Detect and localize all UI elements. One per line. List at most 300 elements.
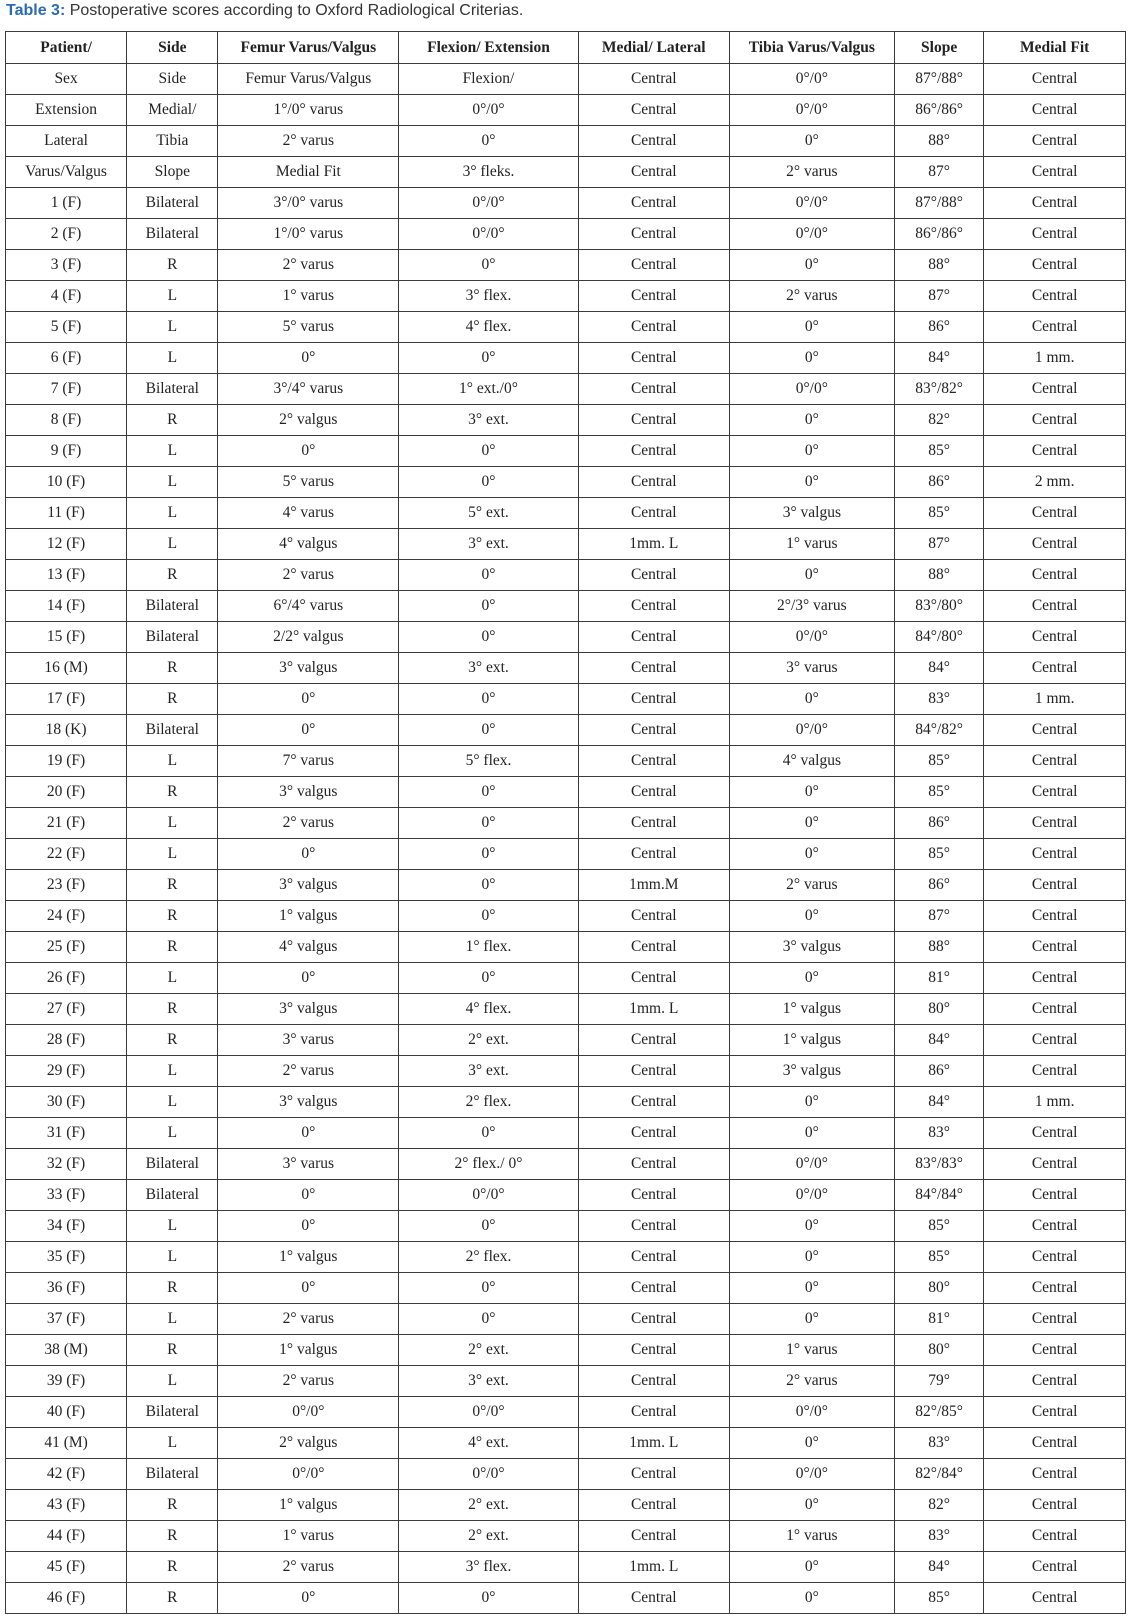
table-row bbox=[6, 684, 1126, 715]
table-cell: Central bbox=[578, 1273, 729, 1304]
table-cell: 17 (F) bbox=[6, 684, 127, 715]
table-cell: 3° valgus bbox=[218, 994, 399, 1025]
table-row bbox=[6, 312, 1126, 343]
table-cell: L bbox=[127, 1118, 218, 1149]
table-cell: Central bbox=[578, 343, 729, 374]
table-cell: 82°/84° bbox=[894, 1459, 983, 1490]
table-cell: 3° ext. bbox=[399, 1366, 579, 1397]
table-cell: R bbox=[127, 1025, 218, 1056]
table-cell: Bilateral bbox=[127, 219, 218, 250]
table-cell: 3° ext. bbox=[399, 1056, 579, 1087]
table-cell: 12 (F) bbox=[6, 529, 127, 560]
table-cell: 82° bbox=[894, 405, 983, 436]
table-row bbox=[6, 219, 1126, 250]
table-cell: L bbox=[127, 343, 218, 374]
column-header: Side bbox=[127, 32, 218, 64]
table-cell: 84°/84° bbox=[894, 1180, 983, 1211]
table-row bbox=[6, 467, 1126, 498]
table-cell: 0° bbox=[218, 1180, 399, 1211]
table-cell: L bbox=[127, 467, 218, 498]
table-row bbox=[6, 808, 1126, 839]
table-row bbox=[6, 932, 1126, 963]
table-cell: Central bbox=[578, 1149, 729, 1180]
table-cell: Slope bbox=[127, 157, 218, 188]
table-cell: 1° valgus bbox=[218, 901, 399, 932]
table-cell: 2° flex. bbox=[399, 1242, 579, 1273]
table-cell: 0° bbox=[729, 839, 894, 870]
table-cell: 0° bbox=[399, 250, 579, 281]
table-cell: 0° bbox=[729, 1304, 894, 1335]
table-cell: 2° ext. bbox=[399, 1335, 579, 1366]
table-cell: 0°/0° bbox=[399, 188, 579, 219]
table-row bbox=[6, 1149, 1126, 1180]
table-cell: Central bbox=[578, 1459, 729, 1490]
table-cell: 0° bbox=[399, 467, 579, 498]
table-cell: 0°/0° bbox=[218, 1459, 399, 1490]
table-cell: 0° bbox=[218, 1273, 399, 1304]
table-cell: Varus/Valgus bbox=[6, 157, 127, 188]
table-row bbox=[6, 1583, 1126, 1614]
table-cell: Central bbox=[578, 901, 729, 932]
table-cell: Central bbox=[578, 560, 729, 591]
table-cell: 2° varus bbox=[218, 1304, 399, 1335]
table-cell: Central bbox=[578, 622, 729, 653]
table-cell: Central bbox=[984, 126, 1126, 157]
table-row bbox=[6, 1459, 1126, 1490]
table-row bbox=[6, 1025, 1126, 1056]
table-cell: 32 (F) bbox=[6, 1149, 127, 1180]
table-cell: 0° bbox=[218, 684, 399, 715]
table-cell: 15 (F) bbox=[6, 622, 127, 653]
table-cell: 2° varus bbox=[218, 1056, 399, 1087]
table-cell: 4° flex. bbox=[399, 994, 579, 1025]
table-cell: 2° varus bbox=[218, 1366, 399, 1397]
table-cell: Central bbox=[984, 498, 1126, 529]
table-cell: 80° bbox=[894, 1335, 983, 1366]
table-row bbox=[6, 374, 1126, 405]
table-cell: 26 (F) bbox=[6, 963, 127, 994]
table-cell: L bbox=[127, 312, 218, 343]
table-cell: 0°/0° bbox=[729, 1459, 894, 1490]
table-cell: Bilateral bbox=[127, 591, 218, 622]
table-cell: 2° valgus bbox=[218, 1428, 399, 1459]
table-cell: Femur Varus/Valgus bbox=[218, 64, 399, 95]
table-cell: 1 (F) bbox=[6, 188, 127, 219]
table-cell: 0° bbox=[729, 963, 894, 994]
table-cell: 3° fleks. bbox=[399, 157, 579, 188]
table-cell: 3° valgus bbox=[218, 1087, 399, 1118]
table-cell: 6°/4° varus bbox=[218, 591, 399, 622]
table-row bbox=[6, 405, 1126, 436]
table-cell: 30 (F) bbox=[6, 1087, 127, 1118]
table-cell: 0° bbox=[729, 808, 894, 839]
table-cell: 39 (F) bbox=[6, 1366, 127, 1397]
table-cell: 87° bbox=[894, 901, 983, 932]
table-cell: 43 (F) bbox=[6, 1490, 127, 1521]
table-cell: Central bbox=[984, 622, 1126, 653]
table-cell: Central bbox=[578, 963, 729, 994]
table-cell: 2° varus bbox=[218, 250, 399, 281]
table-cell: 0°/0° bbox=[399, 219, 579, 250]
table-cell: 85° bbox=[894, 1242, 983, 1273]
table-cell: 87°/88° bbox=[894, 188, 983, 219]
table-cell: Central bbox=[984, 1118, 1126, 1149]
table-cell: 3° ext. bbox=[399, 405, 579, 436]
table-cell: Central bbox=[578, 653, 729, 684]
table-cell: 5° ext. bbox=[399, 498, 579, 529]
table-cell: 3° varus bbox=[218, 1149, 399, 1180]
table-cell: Central bbox=[578, 126, 729, 157]
table-cell: 83° bbox=[894, 1118, 983, 1149]
table-cell: Side bbox=[127, 64, 218, 95]
table-cell: Flexion/ bbox=[399, 64, 579, 95]
table-cell: 1mm. L bbox=[578, 529, 729, 560]
table-row bbox=[6, 529, 1126, 560]
table-header-row bbox=[6, 32, 1126, 64]
table-cell: 2 (F) bbox=[6, 219, 127, 250]
table-cell: Lateral bbox=[6, 126, 127, 157]
table-cell: 5° flex. bbox=[399, 746, 579, 777]
table-cell: 37 (F) bbox=[6, 1304, 127, 1335]
table-cell: Central bbox=[578, 1397, 729, 1428]
table-cell: Central bbox=[984, 95, 1126, 126]
table-cell: L bbox=[127, 808, 218, 839]
table-cell: 0° bbox=[729, 343, 894, 374]
table-cell: 84° bbox=[894, 1552, 983, 1583]
postoperative-scores-table bbox=[5, 31, 1126, 1614]
table-cell: 0° bbox=[218, 343, 399, 374]
table-cell: 0°/0° bbox=[729, 64, 894, 95]
table-cell: Central bbox=[578, 715, 729, 746]
table-row bbox=[6, 281, 1126, 312]
table-cell: L bbox=[127, 529, 218, 560]
table-cell: Central bbox=[984, 219, 1126, 250]
table-cell: 84° bbox=[894, 1087, 983, 1118]
table-cell: 4° flex. bbox=[399, 312, 579, 343]
table-cell: 0° bbox=[729, 467, 894, 498]
table-cell: Bilateral bbox=[127, 374, 218, 405]
table-cell: 1° varus bbox=[729, 1521, 894, 1552]
table-cell: Central bbox=[984, 901, 1126, 932]
table-cell: R bbox=[127, 653, 218, 684]
table-cell: 33 (F) bbox=[6, 1180, 127, 1211]
table-cell: 0° bbox=[399, 684, 579, 715]
table-cell: 0° bbox=[218, 1583, 399, 1614]
table-cell: 3° valgus bbox=[729, 1056, 894, 1087]
table-cell: 1 mm. bbox=[984, 1087, 1126, 1118]
table-cell: R bbox=[127, 1521, 218, 1552]
table-cell: 1mm.M bbox=[578, 870, 729, 901]
table-cell: Central bbox=[984, 963, 1126, 994]
table-row bbox=[6, 1490, 1126, 1521]
table-cell: 86° bbox=[894, 467, 983, 498]
table-cell: Central bbox=[578, 1025, 729, 1056]
column-header: Medial/ Lateral bbox=[578, 32, 729, 64]
table-cell: Central bbox=[984, 1056, 1126, 1087]
table-cell: 3°/0° varus bbox=[218, 188, 399, 219]
table-cell: L bbox=[127, 498, 218, 529]
table-cell: 86° bbox=[894, 870, 983, 901]
table-row bbox=[6, 963, 1126, 994]
column-header: Patient/ bbox=[6, 32, 127, 64]
table-cell: Central bbox=[578, 746, 729, 777]
table-cell: L bbox=[127, 1366, 218, 1397]
table-cell: Central bbox=[984, 932, 1126, 963]
table-row bbox=[6, 436, 1126, 467]
table-cell: Central bbox=[984, 839, 1126, 870]
table-cell: 36 (F) bbox=[6, 1273, 127, 1304]
table-cell: L bbox=[127, 1242, 218, 1273]
table-row bbox=[6, 591, 1126, 622]
table-cell: 0° bbox=[729, 1552, 894, 1583]
table-cell: Central bbox=[578, 1056, 729, 1087]
table-cell: Bilateral bbox=[127, 715, 218, 746]
table-cell: 0° bbox=[399, 1118, 579, 1149]
table-cell: 2 mm. bbox=[984, 467, 1126, 498]
table-cell: 3°/4° varus bbox=[218, 374, 399, 405]
table-caption bbox=[6, 2, 523, 20]
table-cell: Central bbox=[578, 1366, 729, 1397]
table-cell: 2° flex. bbox=[399, 1087, 579, 1118]
table-caption-label: Table 3: bbox=[6, 2, 66, 19]
table-row bbox=[6, 1087, 1126, 1118]
table-cell: R bbox=[127, 777, 218, 808]
table-cell: 2°/3° varus bbox=[729, 591, 894, 622]
table-cell: 25 (F) bbox=[6, 932, 127, 963]
table-row bbox=[6, 839, 1126, 870]
table-cell: L bbox=[127, 1428, 218, 1459]
table-cell: Central bbox=[984, 405, 1126, 436]
table-cell: 0° bbox=[729, 1242, 894, 1273]
table-cell: L bbox=[127, 1304, 218, 1335]
table-cell: 0° bbox=[729, 684, 894, 715]
table-cell: Central bbox=[984, 870, 1126, 901]
table-cell: 85° bbox=[894, 839, 983, 870]
table-cell: 22 (F) bbox=[6, 839, 127, 870]
table-cell: Central bbox=[578, 374, 729, 405]
table-cell: 11 (F) bbox=[6, 498, 127, 529]
table-cell: R bbox=[127, 1552, 218, 1583]
table-caption-text: Postoperative scores according to Oxford Radiological Criterias. bbox=[65, 2, 524, 19]
table-cell: Central bbox=[578, 591, 729, 622]
table-cell: 85° bbox=[894, 1211, 983, 1242]
table-cell: 2° flex./ 0° bbox=[399, 1149, 579, 1180]
table-cell: Central bbox=[578, 808, 729, 839]
table-cell: Sex bbox=[6, 64, 127, 95]
table-cell: 0° bbox=[399, 1211, 579, 1242]
table-cell: 85° bbox=[894, 498, 983, 529]
table-cell: Central bbox=[578, 1583, 729, 1614]
table-cell: R bbox=[127, 405, 218, 436]
table-cell: 0° bbox=[399, 1273, 579, 1304]
table-cell: 79° bbox=[894, 1366, 983, 1397]
table-row bbox=[6, 1521, 1126, 1552]
table-cell: 88° bbox=[894, 126, 983, 157]
table-cell: Central bbox=[984, 1304, 1126, 1335]
table-cell: Bilateral bbox=[127, 1459, 218, 1490]
table-cell: 38 (M) bbox=[6, 1335, 127, 1366]
table-cell: 40 (F) bbox=[6, 1397, 127, 1428]
table-cell: 5° varus bbox=[218, 467, 399, 498]
table-cell: Central bbox=[578, 498, 729, 529]
table-cell: 4 (F) bbox=[6, 281, 127, 312]
table-cell: 87°/88° bbox=[894, 64, 983, 95]
table-cell: Central bbox=[578, 1180, 729, 1211]
table-cell: Central bbox=[984, 1397, 1126, 1428]
table-cell: 0°/0° bbox=[729, 374, 894, 405]
table-cell: Central bbox=[984, 1366, 1126, 1397]
table-row bbox=[6, 498, 1126, 529]
table-cell: 3° valgus bbox=[729, 498, 894, 529]
table-cell: 2/2° valgus bbox=[218, 622, 399, 653]
column-header: Slope bbox=[894, 32, 983, 64]
table-row bbox=[6, 95, 1126, 126]
table-cell: Central bbox=[578, 405, 729, 436]
table-cell: 0° bbox=[399, 343, 579, 374]
table-cell: 0° bbox=[218, 839, 399, 870]
table-cell: 0° bbox=[218, 436, 399, 467]
table-cell: R bbox=[127, 901, 218, 932]
table-cell: Bilateral bbox=[127, 1149, 218, 1180]
table-cell: L bbox=[127, 281, 218, 312]
table-cell: 0° bbox=[218, 1211, 399, 1242]
table-cell: 86°/86° bbox=[894, 95, 983, 126]
table-cell: 0° bbox=[218, 963, 399, 994]
table-cell: 28 (F) bbox=[6, 1025, 127, 1056]
table-cell: 0° bbox=[729, 901, 894, 932]
table-cell: Central bbox=[984, 1335, 1126, 1366]
table-row bbox=[6, 1273, 1126, 1304]
table-row bbox=[6, 1056, 1126, 1087]
table-row bbox=[6, 1242, 1126, 1273]
table-cell: 0° bbox=[399, 436, 579, 467]
table-cell: Central bbox=[578, 219, 729, 250]
table-cell: Central bbox=[984, 188, 1126, 219]
table-cell: 7 (F) bbox=[6, 374, 127, 405]
table-cell: R bbox=[127, 932, 218, 963]
table-cell: 3° valgus bbox=[218, 777, 399, 808]
table-cell: 84°/82° bbox=[894, 715, 983, 746]
table-cell: 0° bbox=[729, 1118, 894, 1149]
table-cell: Central bbox=[578, 312, 729, 343]
table-cell: L bbox=[127, 1056, 218, 1087]
table-row bbox=[6, 250, 1126, 281]
table-cell: Central bbox=[578, 250, 729, 281]
table-cell: Medial/ bbox=[127, 95, 218, 126]
table-cell: 0°/0° bbox=[399, 1459, 579, 1490]
table-cell: R bbox=[127, 250, 218, 281]
table-cell: L bbox=[127, 436, 218, 467]
table-cell: Central bbox=[578, 839, 729, 870]
table-row bbox=[6, 1397, 1126, 1428]
table-cell: 0° bbox=[399, 591, 579, 622]
table-cell: 3° flex. bbox=[399, 281, 579, 312]
table-cell: Central bbox=[578, 684, 729, 715]
table-cell: 3° ext. bbox=[399, 529, 579, 560]
table-cell: 85° bbox=[894, 777, 983, 808]
table-cell: 2° ext. bbox=[399, 1025, 579, 1056]
table-cell: Central bbox=[578, 932, 729, 963]
table-row bbox=[6, 746, 1126, 777]
table-cell: 3° valgus bbox=[218, 870, 399, 901]
table-cell: Central bbox=[984, 157, 1126, 188]
table-cell: L bbox=[127, 963, 218, 994]
table-cell: 0°/0° bbox=[729, 219, 894, 250]
table-row bbox=[6, 1180, 1126, 1211]
table-cell: R bbox=[127, 1583, 218, 1614]
table-cell: 1mm. L bbox=[578, 1552, 729, 1583]
table-row bbox=[6, 870, 1126, 901]
table-cell: Central bbox=[578, 1118, 729, 1149]
table-cell: 3° valgus bbox=[218, 653, 399, 684]
table-cell: 13 (F) bbox=[6, 560, 127, 591]
table-cell: 84° bbox=[894, 343, 983, 374]
table-cell: 41 (M) bbox=[6, 1428, 127, 1459]
table-cell: 85° bbox=[894, 746, 983, 777]
table-cell: 3° ext. bbox=[399, 653, 579, 684]
table-cell: R bbox=[127, 560, 218, 591]
column-header: Medial Fit bbox=[984, 32, 1126, 64]
table-cell: 24 (F) bbox=[6, 901, 127, 932]
table-cell: 2° varus bbox=[729, 281, 894, 312]
table-cell: 83°/80° bbox=[894, 591, 983, 622]
table-cell: 31 (F) bbox=[6, 1118, 127, 1149]
table-cell: Central bbox=[984, 64, 1126, 95]
table-cell: 2° varus bbox=[218, 1552, 399, 1583]
table-cell: Central bbox=[984, 653, 1126, 684]
table-cell: Central bbox=[984, 591, 1126, 622]
table-cell: Central bbox=[578, 1521, 729, 1552]
table-cell: Central bbox=[984, 1459, 1126, 1490]
table-cell: 3° varus bbox=[729, 653, 894, 684]
table-cell: 1mm. L bbox=[578, 994, 729, 1025]
table-cell: Central bbox=[578, 777, 729, 808]
table-cell: 1° varus bbox=[729, 1335, 894, 1366]
table-row bbox=[6, 1304, 1126, 1335]
table-row bbox=[6, 1118, 1126, 1149]
table-cell: 2° varus bbox=[218, 126, 399, 157]
table-cell: Central bbox=[984, 1552, 1126, 1583]
table-cell: 81° bbox=[894, 1304, 983, 1335]
table-cell: 0°/0° bbox=[729, 188, 894, 219]
table-cell: 7° varus bbox=[218, 746, 399, 777]
table-cell: 0°/0° bbox=[399, 1397, 579, 1428]
table-cell: 0° bbox=[399, 126, 579, 157]
table-cell: Central bbox=[578, 1087, 729, 1118]
table-cell: 5 (F) bbox=[6, 312, 127, 343]
table-cell: 85° bbox=[894, 1583, 983, 1614]
table-cell: R bbox=[127, 994, 218, 1025]
table-cell: 2° varus bbox=[729, 870, 894, 901]
table-cell: 0° bbox=[399, 622, 579, 653]
table-cell: Central bbox=[578, 436, 729, 467]
table-cell: 42 (F) bbox=[6, 1459, 127, 1490]
table-row bbox=[6, 1428, 1126, 1459]
table-cell: 88° bbox=[894, 932, 983, 963]
table-cell: Central bbox=[578, 157, 729, 188]
table-row bbox=[6, 653, 1126, 684]
table-row bbox=[6, 188, 1126, 219]
table-cell: 18 (K) bbox=[6, 715, 127, 746]
table-cell: Central bbox=[578, 1242, 729, 1273]
table-row bbox=[6, 622, 1126, 653]
table-cell: 0° bbox=[399, 808, 579, 839]
table-row bbox=[6, 560, 1126, 591]
table-cell: 0° bbox=[729, 405, 894, 436]
table-cell: Central bbox=[578, 1490, 729, 1521]
table-cell: Central bbox=[984, 436, 1126, 467]
table-cell: 0° bbox=[399, 901, 579, 932]
